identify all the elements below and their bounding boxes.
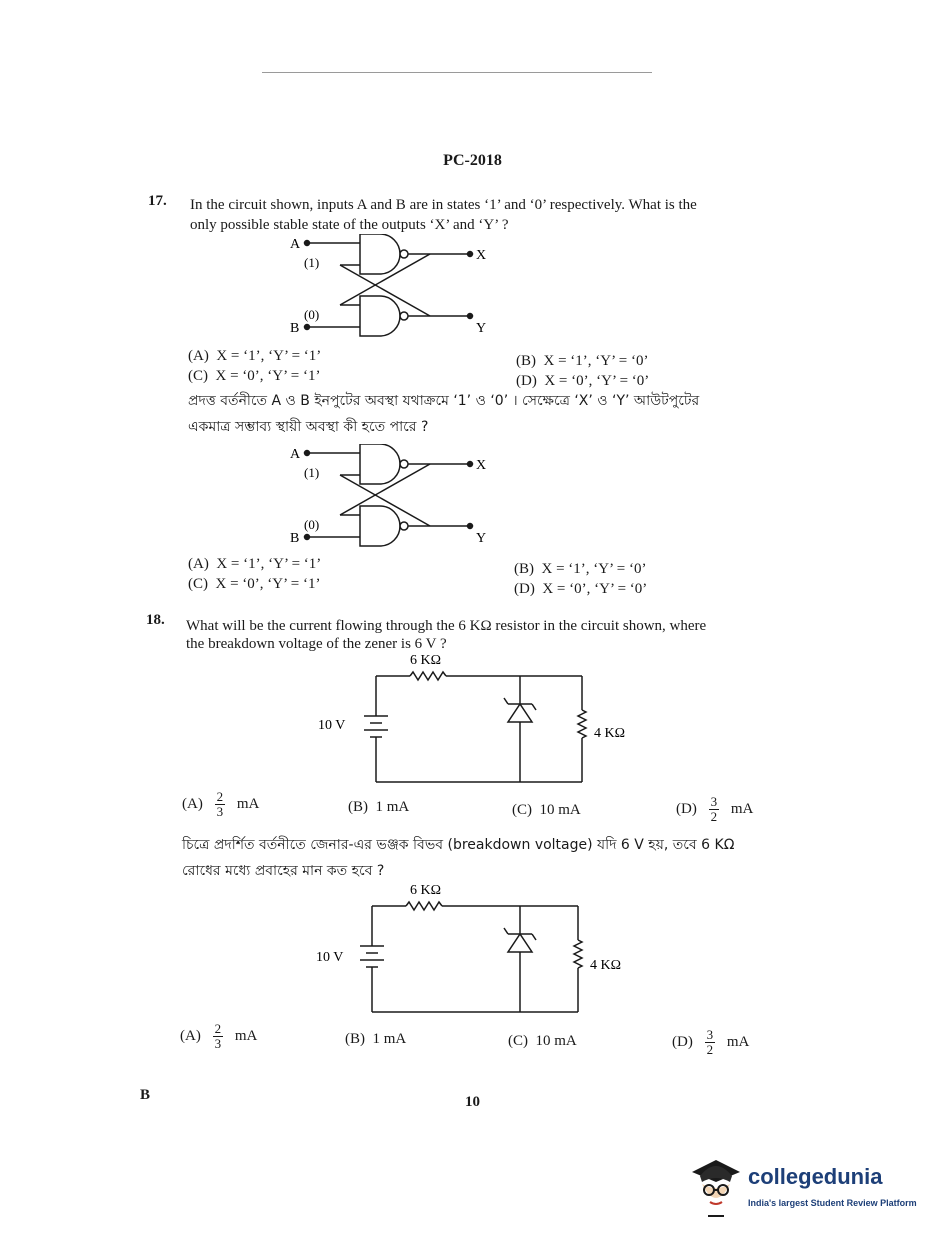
option-value: 1 mA [372,1031,407,1047]
option-key: (D) [676,800,697,817]
option-unit: mA [234,1027,258,1044]
fraction-three-halves: $\frac{3}{2}$ [710,794,718,824]
q18-option-a [182,790,259,819]
top-rule [262,72,652,73]
option-value: X = ‘1’, ‘Y’ = ‘0’ [543,353,649,369]
option-value: X = ‘1’, ‘Y’ = ‘1’ [216,348,322,364]
option-value: X = ‘0’, ‘Y’ = ‘0’ [542,581,648,597]
resistor-6k-label: 6 KΩ [410,653,442,668]
q18-text-line1: What will be the current flowing through the 6 KΩ resistor in the circuit shown, where [186,618,707,634]
input-b-label: B [290,531,300,546]
q18-option-b-bn [345,1031,406,1048]
q17-text-line2: only possible stable state of the outputs ‘X’ and ‘Y’ ? [190,217,509,233]
page-title: PC-2018 [443,152,502,169]
q18-option-b [348,799,409,816]
option-key: (A) [180,1027,201,1044]
q17-option-d-bn [514,581,647,598]
resistor-6k-label: 6 KΩ [410,883,442,898]
option-key: (B) [516,353,536,369]
q18-option-a-bn [180,1022,257,1051]
option-key: (C) [512,802,532,818]
input-a-state: (1) [304,465,320,480]
option-value: X = ‘0’, ‘Y’ = ‘0’ [544,373,650,389]
input-b-label: B [290,321,300,336]
brand-name: collegedunia [748,1164,883,1189]
option-value: X = ‘0’, ‘Y’ = ‘1’ [215,368,321,384]
q17-text-bn-line2: একমাত্র সম্ভাব্য স্থায়ী অবস্থা কী হতে পারে ? [188,419,429,435]
option-key: (B) [348,799,368,815]
q17-number: 17. [148,193,167,209]
option-unit: mA [730,800,754,817]
option-value: 10 mA [535,1033,577,1049]
q17-option-b-bn [514,561,646,578]
output-y-label: Y [476,531,487,546]
option-value: 10 mA [539,802,581,818]
option-value: X = ‘1’, ‘Y’ = ‘1’ [216,556,322,572]
option-key: (D) [516,373,537,389]
option-unit: mA [236,795,260,812]
q18-option-d-bn [672,1028,749,1057]
option-key: (D) [514,581,535,597]
q18-option-c-bn [508,1033,577,1050]
option-key: (A) [188,556,209,572]
q18-zener-circuit-diagram-bn [306,880,636,1020]
option-value: X = ‘0’, ‘Y’ = ‘1’ [215,576,321,592]
option-unit: mA [726,1033,750,1050]
q17-option-a-bn [188,556,321,573]
q18-number: 18. [146,612,165,628]
q18-text-bn-line1: চিত্রে প্রদর্শিত বর্তনীতে জেনার-এর ভঞ্জক বিভব (breakdown voltage) যদি 6 V হয়, তবে 6 KΩ [182,837,735,853]
q17-option-a [188,348,321,365]
option-key: (C) [188,368,208,384]
input-a-label: A [290,447,301,462]
option-value: 1 mA [375,799,410,815]
battery-10v-label: 10 V [318,718,346,733]
option-key: (A) [188,348,209,364]
page-number: 10 [465,1094,480,1110]
q17-option-b [516,353,648,370]
q18-option-c [512,802,581,819]
q17-text-line1: In the circuit shown, inputs A and B are in states ‘1’ and ‘0’ respectively. What is the [190,197,697,213]
q17-nand-latch-diagram-bn [280,444,510,556]
output-y-label: Y [476,321,487,336]
q17-text-bn-line1: প্রদত্ত বর্তনীতে A ও B ইনপুটের অবস্থা যথাক্রমে ‘1’ ও ‘0’ । সেক্ষেত্রে ‘X’ ও ‘Y’ আউটপুটের [188,393,700,409]
q18-text-bn-line2: রোধের মধ্যে প্রবাহের মান কত হবে ? [182,863,385,879]
option-key: (B) [514,561,534,577]
q18-text-line2: the breakdown voltage of the zener is 6 V ? [186,636,447,652]
option-value: X = ‘1’, ‘Y’ = ‘0’ [541,561,647,577]
output-x-label: X [476,248,487,263]
q17-nand-latch-diagram-en [280,234,510,346]
collegedunia-logo-icon [686,1152,748,1222]
footer-set-code: B [140,1087,151,1103]
option-key: (D) [672,1033,693,1050]
option-key: (C) [188,576,208,592]
input-a-state: (1) [304,255,320,270]
fraction-two-thirds: $\frac{2}{3}$ [214,1021,222,1051]
option-key: (B) [345,1031,365,1047]
option-key: (A) [182,795,203,812]
resistor-4k-label: 4 KΩ [594,726,626,741]
input-b-state: (0) [304,517,320,532]
input-b-state: (0) [304,307,320,322]
q18-zener-circuit-diagram-en [310,650,640,790]
q18-option-d [676,795,753,824]
output-x-label: X [476,458,487,473]
option-key: (C) [508,1033,528,1049]
input-a-label: A [290,237,301,252]
brand-tagline: India's largest Student Review Platform [748,1198,917,1208]
fraction-two-thirds: $\frac{2}{3}$ [216,789,224,819]
battery-10v-label: 10 V [316,950,344,965]
q17-option-c-bn [188,576,320,593]
q17-option-c [188,368,320,385]
fraction-three-halves: $\frac{3}{2}$ [706,1027,714,1057]
resistor-4k-label: 4 KΩ [590,958,622,973]
